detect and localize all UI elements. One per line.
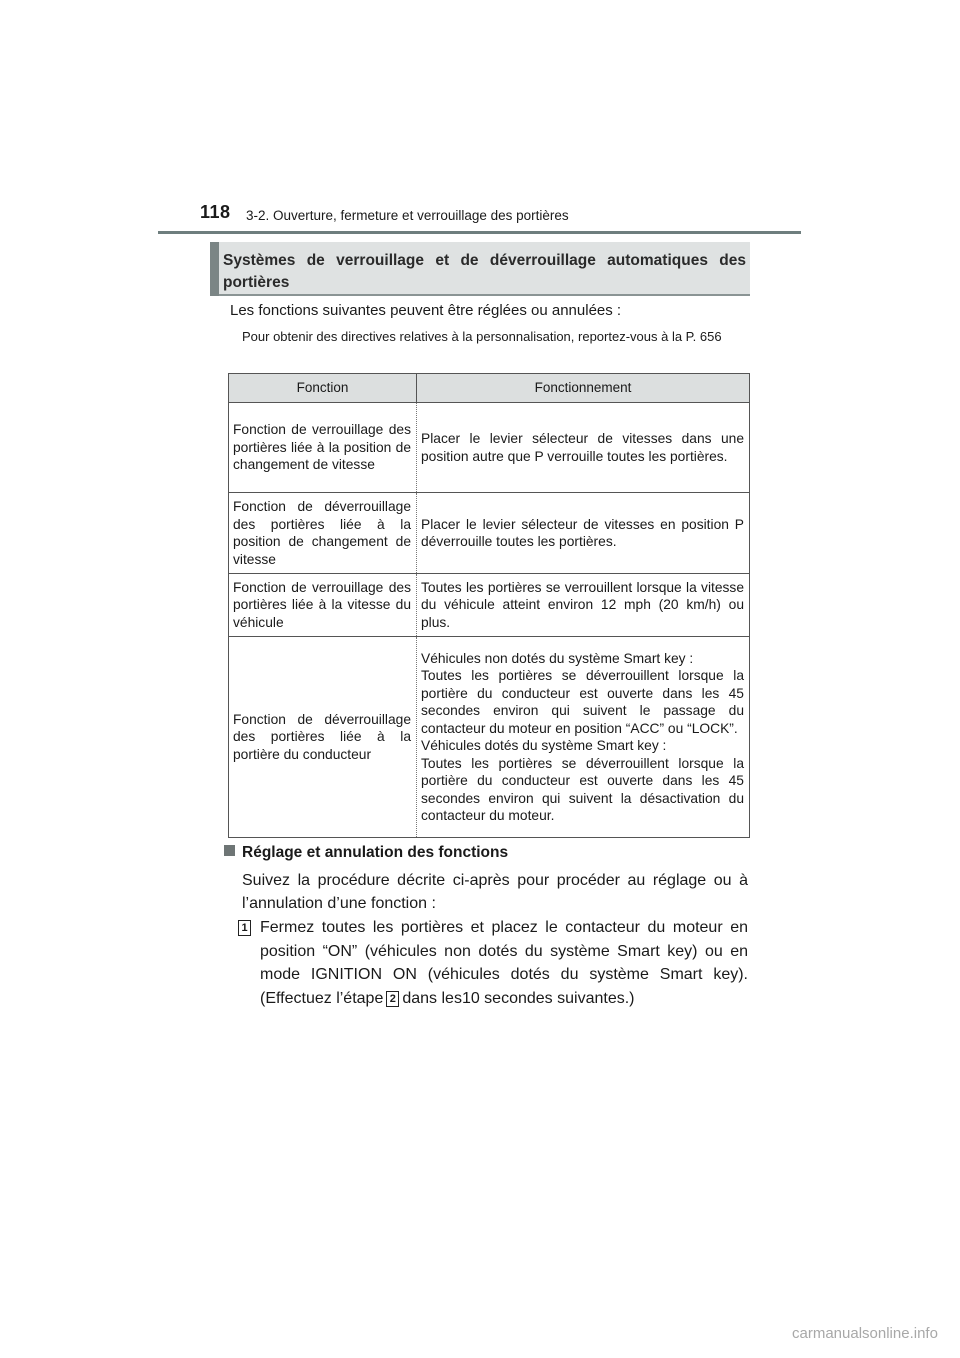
- function-table: [228, 373, 750, 838]
- header-divider: [158, 231, 801, 234]
- function-cell: Fonction de déverrouillage des portières liée à la portière du conducteur: [229, 637, 417, 838]
- function-cell: Fonction de verrouillage des portières liée à la position de changement de vitesse: [229, 403, 417, 493]
- step-text-main: Fermez toutes les portières et placez le contacteur du moteur en position “ON” (véhicules non dotés du système Smart key) ou en mode IGNITION ON (véhicules dotés du système Smart key). (Effectuez l’étape: [260, 919, 748, 1007]
- operation-text: Placer le levier sélecteur de vitesses dans une position autre que P verrouille toutes les portières.: [421, 431, 744, 464]
- table-row: [229, 574, 750, 637]
- intro-text: Les fonctions suivantes peuvent être réglées ou annulées :: [230, 302, 622, 319]
- function-cell: Fonction de verrouillage des portières liée à la vitesse du véhicule: [229, 574, 417, 637]
- step-reference-badge: 2: [386, 991, 399, 1007]
- square-bullet-icon: [224, 845, 235, 856]
- operation-text: Toutes les portières se déverrouillent lorsque la portière du conducteur est ouverte dans les 45 secondes environ qui suivent le passage du contacteur du moteur en position “ACC” ou “LOCK”.: [421, 668, 744, 736]
- watermark: carmanualsonline.info: [792, 1325, 938, 1342]
- operation-cell: [417, 493, 750, 574]
- column-header-operation: Fonctionnement: [417, 374, 750, 403]
- customization-note: Pour obtenir des directives relatives à la personnalisation, reportez-vous à la P. 656: [242, 329, 722, 344]
- table-row: [229, 637, 750, 838]
- operation-text: Toutes les portières se déverrouillent lorsque la portière du conducteur est ouverte dans les 45 secondes environ qui suivent la désactivation du contacteur du moteur.: [421, 755, 744, 823]
- step-number-badge: 1: [238, 920, 251, 936]
- operation-text: Toutes les portières se verrouillent lorsque la vitesse du véhicule atteint environ 12 mph (20 km/h) ou plus.: [421, 579, 744, 630]
- subsection-title: Réglage et annulation des fonctions: [242, 844, 509, 861]
- operation-cell: [417, 637, 750, 838]
- section-title-bar: [210, 242, 219, 296]
- subsection-heading: [224, 844, 508, 862]
- operation-text: Véhicules dotés du système Smart key :: [421, 738, 667, 753]
- operation-cell: [417, 574, 750, 637]
- page-number: 118: [200, 202, 231, 222]
- operation-cell: [417, 403, 750, 493]
- column-header-function: Fonction: [229, 374, 417, 403]
- operation-text: Véhicules non dotés du système Smart key :: [421, 650, 694, 666]
- procedure-intro: Suivez la procédure décrite ci-après pour procéder au réglage ou à l’annulation d’une fonction :: [242, 872, 748, 912]
- section-title: Systèmes de verrouillage et de déverrouillage automatiques des portières: [223, 252, 746, 291]
- step-text-end: dans les10 secondes suivantes.): [402, 989, 635, 1007]
- chapter-header: 3-2. Ouverture, fermeture et verrouillage des portières: [246, 208, 569, 223]
- table-header-row: [229, 374, 750, 403]
- step-text: [260, 916, 748, 1010]
- operation-text: Placer le levier sélecteur de vitesses en position P déverrouille toutes les portières.: [421, 516, 744, 549]
- function-cell: Fonction de déverrouillage des portières liée à la position de changement de vitesse: [229, 493, 417, 574]
- table-row: [229, 403, 750, 493]
- table-row: [229, 493, 750, 574]
